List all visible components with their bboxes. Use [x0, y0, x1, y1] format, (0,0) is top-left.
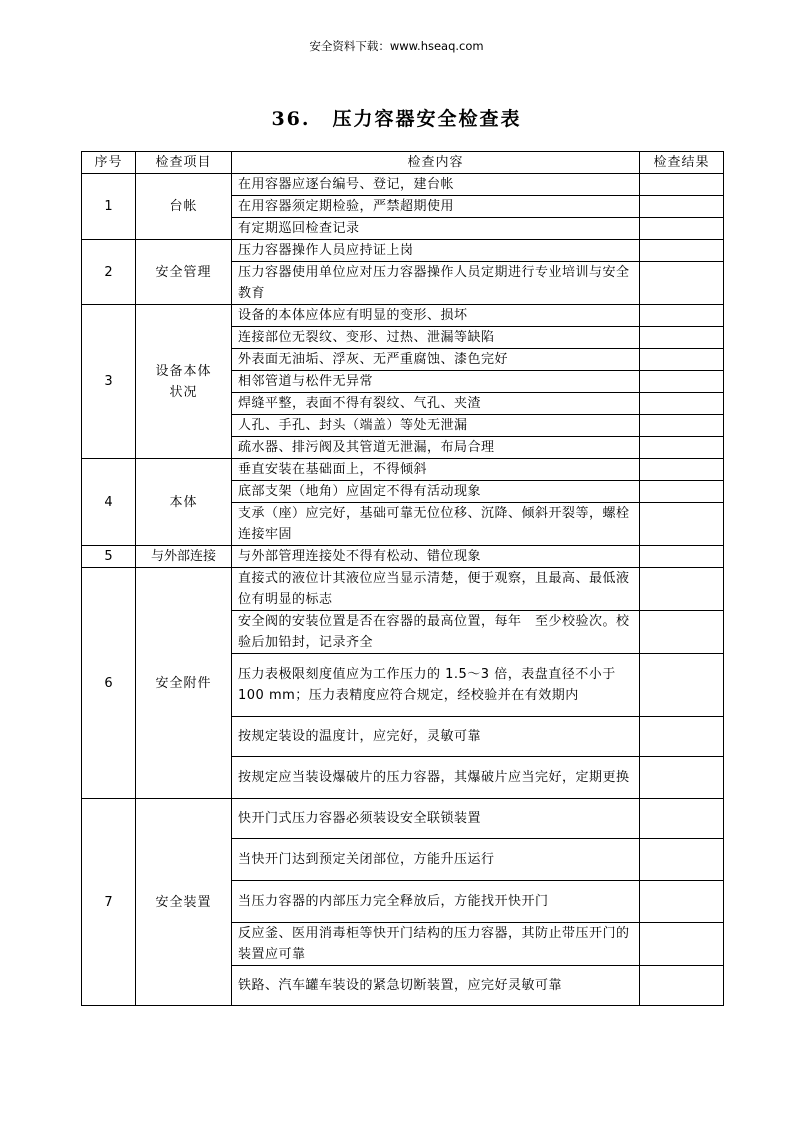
table-row [82, 799, 724, 839]
check-content: 支承（座）应完好，基础可靠无位位移、沉降、倾斜开裂等，螺栓连接牢固 [232, 503, 640, 546]
check-result-cell[interactable] [640, 349, 724, 371]
table-row [82, 305, 724, 327]
section-item: 本体 [136, 459, 232, 546]
column-header-no: 序号 [82, 152, 136, 174]
check-content: 当压力容器的内部压力完全释放后，方能找开快开门 [232, 881, 640, 923]
section-number: 7 [82, 799, 136, 1006]
table-row [82, 174, 724, 196]
check-result-cell[interactable] [640, 196, 724, 218]
check-result-cell[interactable] [640, 327, 724, 349]
column-header-item: 检查项目 [136, 152, 232, 174]
check-result-cell[interactable] [640, 174, 724, 196]
column-header-content: 检查内容 [232, 152, 640, 174]
check-result-cell[interactable] [640, 437, 724, 459]
check-content: 连接部位无裂纹、变形、过热、泄漏等缺陷 [232, 327, 640, 349]
check-result-cell[interactable] [640, 481, 724, 503]
check-content: 疏水器、排污阀及其管道无泄漏，布局合理 [232, 437, 640, 459]
section-number: 6 [82, 568, 136, 799]
check-result-cell[interactable] [640, 568, 724, 611]
check-content: 直接式的液位计其液位应当显示清楚，便于观察，且最高、最低液位有明显的标志 [232, 568, 640, 611]
check-content: 外表面无油垢、浮灰、无严重腐蚀、漆色完好 [232, 349, 640, 371]
check-content: 垂直安装在基础面上，不得倾斜 [232, 459, 640, 481]
check-content: 压力容器使用单位应对压力容器操作人员定期进行专业培训与安全教育 [232, 262, 640, 305]
check-result-cell[interactable] [640, 262, 724, 305]
section-item: 安全装置 [136, 799, 232, 1006]
section-item: 安全附件 [136, 568, 232, 799]
table-header-row [82, 152, 724, 174]
check-result-cell[interactable] [640, 881, 724, 923]
check-result-cell[interactable] [640, 218, 724, 240]
check-content: 压力表极限刻度值应为工作压力的 1.5～3 倍，表盘直径不小于 100 mm；压力表精度应符合规定，经校验并在有效期内 [232, 654, 640, 717]
check-result-cell[interactable] [640, 240, 724, 262]
check-content: 当快开门达到预定关闭部位，方能升压运行 [232, 839, 640, 881]
table-row [82, 568, 724, 611]
check-result-cell[interactable] [640, 371, 724, 393]
check-content: 安全阀的安装位置是否在容器的最高位置，每年 至少校验次。校验后加铅封，记录齐全 [232, 611, 640, 654]
table-row [82, 546, 724, 568]
check-content: 与外部管理连接处不得有松动、错位现象 [232, 546, 640, 568]
table-row [82, 459, 724, 481]
check-content: 反应釜、医用消毒柜等快开门结构的压力容器，其防止带压开门的装置应可靠 [232, 923, 640, 966]
check-result-cell[interactable] [640, 503, 724, 546]
section-number: 2 [82, 240, 136, 305]
title-text: 压力容器安全检查表 [332, 108, 522, 130]
section-number: 1 [82, 174, 136, 240]
section-item [136, 305, 232, 459]
check-content: 按规定装设的温度计，应完好，灵敏可靠 [232, 717, 640, 757]
check-result-cell[interactable] [640, 459, 724, 481]
check-result-cell[interactable] [640, 305, 724, 327]
check-content: 按规定应当装设爆破片的压力容器，其爆破片应当完好，定期更换 [232, 757, 640, 799]
check-result-cell[interactable] [640, 611, 724, 654]
check-content: 压力容器操作人员应持证上岗 [232, 240, 640, 262]
check-content: 相邻管道与松件无异常 [232, 371, 640, 393]
title-number: 36. [271, 108, 311, 130]
check-content: 焊缝平整，表面不得有裂纹、气孔、夹渣 [232, 393, 640, 415]
page-title [0, 104, 793, 131]
check-result-cell[interactable] [640, 654, 724, 717]
check-content: 在用容器应逐台编号、登记，建台帐 [232, 174, 640, 196]
section-number: 3 [82, 305, 136, 459]
section-number: 5 [82, 546, 136, 568]
check-result-cell[interactable] [640, 966, 724, 1006]
check-content: 人孔、手孔、封头（端盖）等处无泄漏 [232, 415, 640, 437]
page-header-source: 安全资料下载：www.hseaq.com [309, 39, 484, 53]
check-result-cell[interactable] [640, 546, 724, 568]
section-number: 4 [82, 459, 136, 546]
check-content: 底部支架（地角）应固定不得有活动现象 [232, 481, 640, 503]
check-result-cell[interactable] [640, 923, 724, 966]
column-header-result: 检查结果 [640, 152, 724, 174]
section-item-text: 设备本体状况 [155, 363, 212, 400]
check-result-cell[interactable] [640, 757, 724, 799]
section-item: 安全管理 [136, 240, 232, 305]
check-content: 有定期巡回检查记录 [232, 218, 640, 240]
check-result-cell[interactable] [640, 839, 724, 881]
table-row [82, 240, 724, 262]
check-result-cell[interactable] [640, 799, 724, 839]
check-result-cell[interactable] [640, 393, 724, 415]
inspection-table [81, 151, 724, 1006]
check-content: 设备的本体应体应有明显的变形、损坏 [232, 305, 640, 327]
check-content: 快开门式压力容器必须装设安全联锁装置 [232, 799, 640, 839]
check-content: 在用容器须定期检验，严禁超期使用 [232, 196, 640, 218]
check-result-cell[interactable] [640, 717, 724, 757]
check-result-cell[interactable] [640, 415, 724, 437]
check-content: 铁路、汽车罐车装设的紧急切断装置，应完好灵敏可靠 [232, 966, 640, 1006]
section-item: 与外部连接 [136, 546, 232, 568]
section-item: 台帐 [136, 174, 232, 240]
